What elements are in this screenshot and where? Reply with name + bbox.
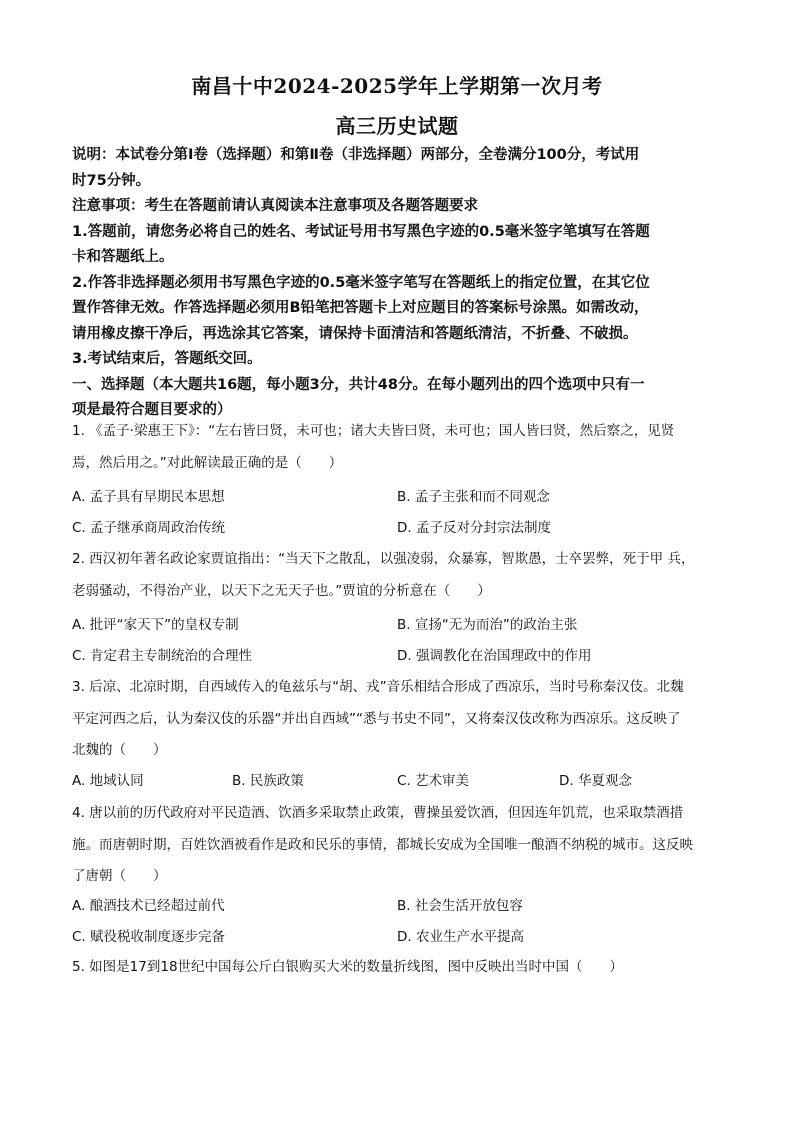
question-1-option-a[interactable]: A. 孟子具有早期民本思想 (72, 489, 225, 505)
instruction-line: 说明：本试卷分第Ⅰ卷（选择题）和第Ⅱ卷（非选择题）两部分，全卷满分100分，考试用 (72, 147, 640, 163)
question-2-option-a[interactable]: A. 批评“家天下”的皇权专制 (72, 617, 239, 633)
instruction-line: 请用橡皮擦干净后，再选涂其它答案，请保持卡面清洁和答题纸清洁，不折叠、不破损。 (72, 325, 638, 342)
question-2-option-d[interactable]: D. 强调教化在治国理政中的作用 (397, 648, 592, 664)
question-1 (72, 416, 724, 479)
question-stem: 4. 唐以前的历代政府对平民造酒、饮酒多采取禁止政策，曹操虽爱饮酒，但因连年饥荒，也采取禁酒措 (72, 805, 684, 821)
question-stem: 北魏的（ ） (72, 742, 167, 758)
question-stem: 2. 西汉初年著名政论家贾谊指出：“当天下之散乱，以强凌弱，众暴寡，智欺愚，士卒罢弊，死于甲 兵， (72, 551, 695, 567)
instruction-line: 1.答题前，请您务必将自己的姓名、考试证号用书写黑色字迹的0.5毫米签字笔填写在答题 (72, 223, 650, 240)
instruction-line: 注意事项：考生在答题前请认真阅读本注意事项及各题答题要求 (72, 198, 478, 214)
question-stem: 施。而唐朝时期，百姓饮酒被看作是政和民乐的事情，都城长安成为全国唯一酿酒不纳税的城市。这反映 (72, 836, 693, 853)
question-3-option-b[interactable]: B. 民族政策 (232, 773, 304, 789)
question-3-option-a[interactable]: A. 地域认同 (72, 773, 144, 789)
question-4-option-d[interactable]: D. 农业生产水平提高 (397, 929, 524, 945)
question-1-option-c[interactable]: C. 孟子继承商周政治传统 (72, 520, 226, 536)
question-stem: 3. 后凉、北凉时期，自西域传入的龟兹乐与“胡、戎”音乐相结合形成了西凉乐，当时号称秦汉伎。北魏 (72, 679, 684, 695)
question-2 (72, 544, 724, 607)
question-stem: 平定河西之后，认为秦汉伎的乐器“并出自西域”“悉与书史不同”，又将秦汉伎改称为西凉乐。这反映了 (72, 710, 681, 727)
question-2-option-b[interactable]: B. 宣扬“无为而治”的政治主张 (397, 617, 578, 633)
section-heading: 项是最符合题目要求的） (72, 402, 232, 418)
question-stem: 老弱骚动，不得治产业，以天下之无天子也。”贾谊的分析意在（ ） (72, 582, 491, 599)
question-stem: 焉，然后用之。”对此解读最正确的是（ ） (72, 454, 343, 471)
question-1-option-b[interactable]: B. 孟子主张和而不同观念 (397, 489, 550, 505)
question-4-option-b[interactable]: B. 社会生活开放包容 (397, 898, 523, 914)
instruction-line: 置作答律无效。作答选择题必须用B铅笔把答题卡上对应题目的答案标号涂黑。如需改动， (72, 300, 649, 316)
question-3 (72, 672, 724, 767)
question-1-option-d[interactable]: D. 孟子反对分封宗法制度 (397, 520, 551, 536)
question-3-option-d[interactable]: D. 华夏观念 (559, 773, 632, 789)
question-4-option-a[interactable]: A. 酿酒技术已经超过前代 (72, 898, 225, 914)
exam-subtitle: 高三历史试题 (335, 114, 459, 138)
instruction-line: 卡和答题纸上。 (72, 249, 174, 265)
question-2-option-c[interactable]: C. 肯定君主专制统治的合理性 (72, 648, 253, 664)
instruction-line: 时75分钟。 (72, 172, 151, 189)
question-5 (72, 952, 724, 984)
section-heading: 一、选择题（本大题共16题，每小题3分，共计48分。在每小题列出的四个选项中只有一 (72, 376, 645, 393)
question-4 (72, 798, 724, 893)
question-stem: 1. 《孟子·梁惠王下》：“左右皆曰贤，未可也；诸大夫皆曰贤，未可也；国人皆曰贤，然后察之，见贤 (72, 423, 675, 439)
question-stem: 5. 如图是17到18世纪中国每公斤白银购买大米的数量折线图，图中反映出当时中国（ ） (72, 959, 624, 975)
question-3-option-c[interactable]: C. 艺术审美 (397, 773, 470, 789)
instruction-line: 3.考试结束后，答题纸交回。 (72, 351, 262, 367)
question-4-option-c[interactable]: C. 赋役税收制度逐步完备 (72, 929, 226, 945)
question-stem: 了唐朝（ ） (72, 868, 167, 884)
exam-title: 南昌十中2024-2025学年上学期第一次月考 (191, 74, 603, 98)
instruction-line: 2.作答非选择题必须用书写黑色字迹的0.5毫米签字笔写在答题纸上的指定位置，在其它位 (72, 274, 650, 291)
instructions-block (72, 143, 724, 424)
